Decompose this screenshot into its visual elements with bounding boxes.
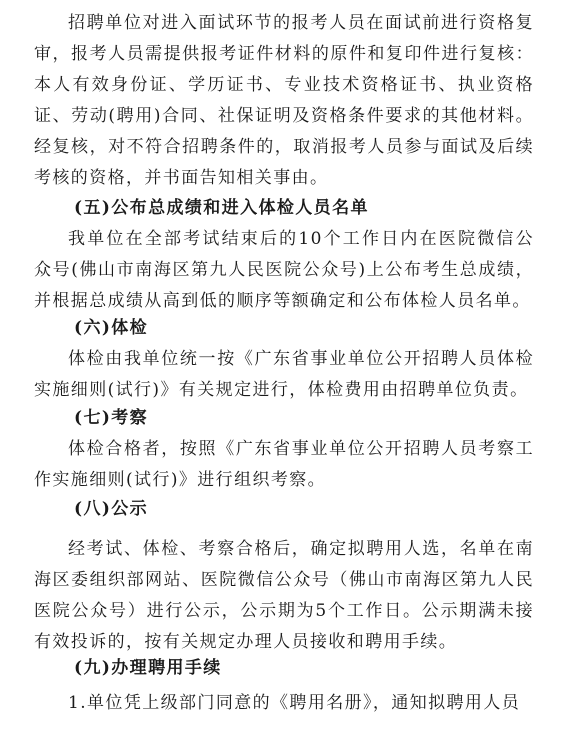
paragraph-physical-exam: 体检由我单位统一按《广东省事业单位公开招聘人员体检实施细则(试行)》有关规定进行，体检费用由招聘单位负责。 <box>34 349 534 400</box>
heading-employment-procedures: (九)办理聘用手续 <box>74 658 222 678</box>
heading-publish-scores: (五)公布总成绩和进入体检人员名单 <box>74 198 369 218</box>
paragraph-qualification-review: 招聘单位对进入面试环节的报考人员在面试前进行资格复审，报考人员需提供报考证件材料的原件和复印件进行复核：本人有效身份证、学历证书、专业技术资格证书、执业资格证、劳动(聘用)合同、社保证明及资格条件要求的其他材料。经复核，对不符合招聘条件的，取消报考人员参与面试及后续考核的资格，并书面告知相关事由。 <box>34 13 534 188</box>
heading-public-notice: (八)公示 <box>74 499 149 519</box>
paragraph-publish-scores: 我单位在全部考试结束后的10个工作日内在医院微信公众号(佛山市南海区第九人民医院公众号)上公布考生总成绩，并根据总成绩从高到低的顺序等额确定和公布体检人员名单。 <box>34 229 534 311</box>
paragraph-employment-procedures: 1.单位凭上级部门同意的《聘用名册》，通知拟聘用人员 <box>68 693 521 713</box>
paragraph-inspection: 体检合格者，按照《广东省事业单位公开招聘人员考察工作实施细则(试行)》进行组织考察。 <box>34 439 534 490</box>
heading-inspection: (七)考察 <box>74 408 149 428</box>
heading-physical-exam: (六)体检 <box>74 318 149 338</box>
paragraph-public-notice: 经考试、体检、考察合格后，确定拟聘用人选，名单在南海区委组织部网站、医院微信公众号（佛山市南海区第九人民医院公众号）进行公示，公示期为5个工作日。公示期满未接有效投诉的，按有关规定办理人员接收和聘用手续。 <box>34 539 534 652</box>
